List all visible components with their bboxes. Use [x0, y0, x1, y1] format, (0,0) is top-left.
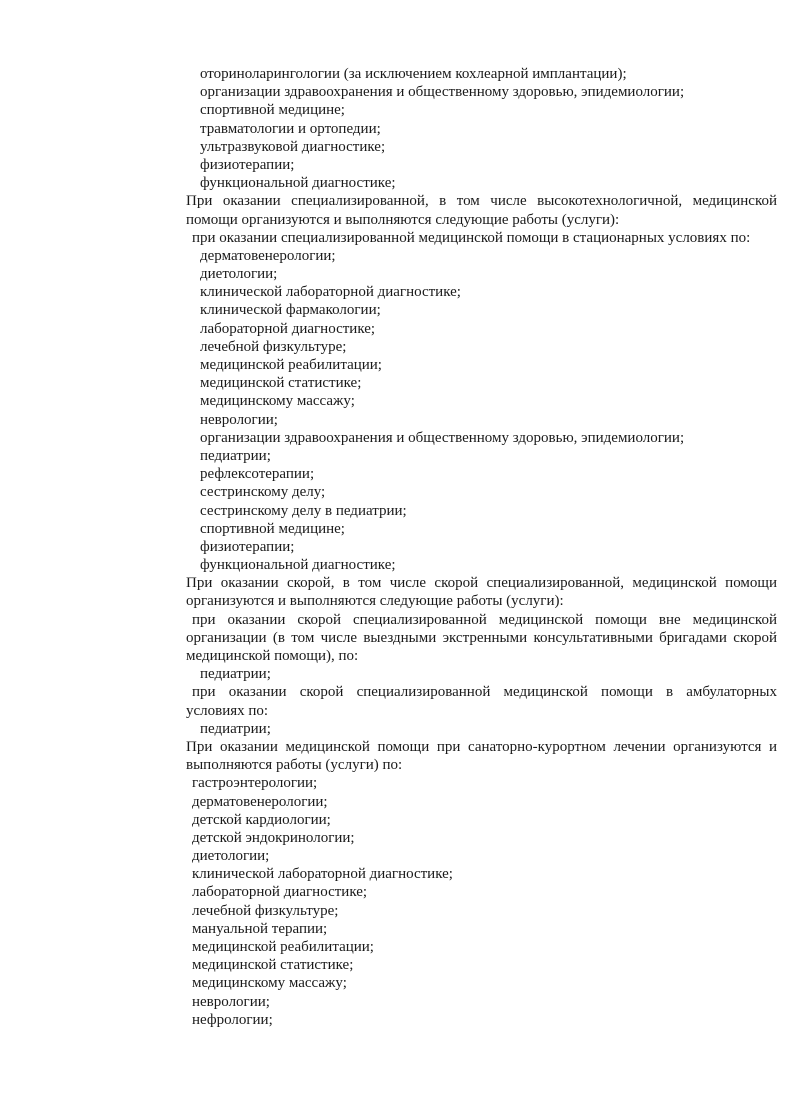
subsection-heading: при оказании специализированной медицинской помощи в стационарных условиях по:	[192, 229, 751, 246]
list-item: сестринскому делу в педиатрии;	[200, 502, 407, 519]
list-item: педиатрии;	[200, 447, 271, 464]
paragraph-line: При оказании скорой, в том числе скорой специализированной, медицинской помощи	[186, 575, 777, 592]
list-item: нефрологии;	[192, 1011, 273, 1028]
list-item: педиатрии;	[200, 666, 271, 683]
list-item: диетологии;	[200, 266, 278, 283]
list-item: сестринскому делу;	[200, 484, 326, 501]
list-item: неврологии;	[192, 993, 270, 1010]
paragraph-line: условиях по:	[186, 702, 269, 719]
list-item: дерматовенерологии;	[200, 247, 336, 264]
list-item: оториноларингологии (за исключением кохлеарной имплантации);	[200, 66, 627, 82]
list-item: рефлексотерапии;	[200, 466, 315, 483]
list-item: клинической фармакологии;	[200, 302, 381, 319]
list-item: детской кардиологии;	[192, 811, 331, 828]
paragraph-line: При оказании специализированной, в том числе высокотехнологичной, медицинской	[186, 193, 777, 210]
list-item: лабораторной диагностике;	[200, 320, 376, 337]
list-item: функциональной диагностике;	[200, 175, 396, 192]
list-item: медицинскому массажу;	[192, 975, 347, 992]
paragraph-line: организуются и выполняются следующие работы (услуги):	[186, 593, 564, 610]
list-item: диетологии;	[192, 848, 270, 865]
list-item: мануальной терапии;	[192, 920, 328, 937]
list-item: физиотерапии;	[200, 156, 295, 173]
subsection-heading: при оказании скорой специализированной медицинской помощи в амбулаторных	[192, 684, 777, 701]
list-item: лечебной физкультуре;	[192, 902, 339, 919]
paragraph-line: помощи организуются и выполняются следующие работы (услуги):	[186, 211, 620, 228]
list-item: клинической лабораторной диагностике;	[200, 284, 461, 301]
list-item: лечебной физкультуре;	[200, 338, 347, 355]
list-item: функциональной диагностике;	[200, 557, 396, 574]
paragraph-line: медицинской помощи), по:	[186, 648, 359, 664]
subsection-heading: при оказании скорой специализированной медицинской помощи вне медицинской	[192, 611, 777, 628]
list-item: медицинскому массажу;	[200, 393, 355, 410]
document-body	[186, 65, 777, 1029]
list-item: детской эндокринологии;	[192, 829, 355, 846]
list-item: медицинской реабилитации;	[192, 939, 374, 955]
list-item: травматологии и ортопедии;	[200, 120, 381, 137]
list-item: медицинской статистике;	[200, 375, 362, 392]
list-item: медицинской статистике;	[192, 957, 354, 974]
paragraph-line: организации (в том числе выездными экстренными консультативными бригадами скорой	[186, 629, 777, 646]
list-item: неврологии;	[200, 411, 278, 428]
list-item: дерматовенерологии;	[192, 793, 328, 810]
list-item: спортивной медицине;	[200, 102, 345, 119]
list-item: организации здравоохранения и общественному здоровью, эпидемиологии;	[200, 429, 685, 446]
list-item: педиатрии;	[200, 720, 271, 737]
paragraph-line: При оказании медицинской помощи при санаторно-курортном лечении организуются и	[186, 738, 777, 755]
list-item: медицинской реабилитации;	[200, 357, 382, 373]
list-item: ультразвуковой диагностике;	[200, 138, 386, 155]
paragraph-line: выполняются работы (услуги) по:	[186, 757, 403, 774]
list-item: клинической лабораторной диагностике;	[192, 866, 453, 883]
list-item: гастроэнтерологии;	[192, 775, 318, 792]
list-item: физиотерапии;	[200, 538, 295, 555]
list-item: организации здравоохранения и общественному здоровью, эпидемиологии;	[200, 84, 685, 101]
list-item: спортивной медицине;	[200, 520, 345, 537]
list-item: лабораторной диагностике;	[192, 884, 368, 901]
